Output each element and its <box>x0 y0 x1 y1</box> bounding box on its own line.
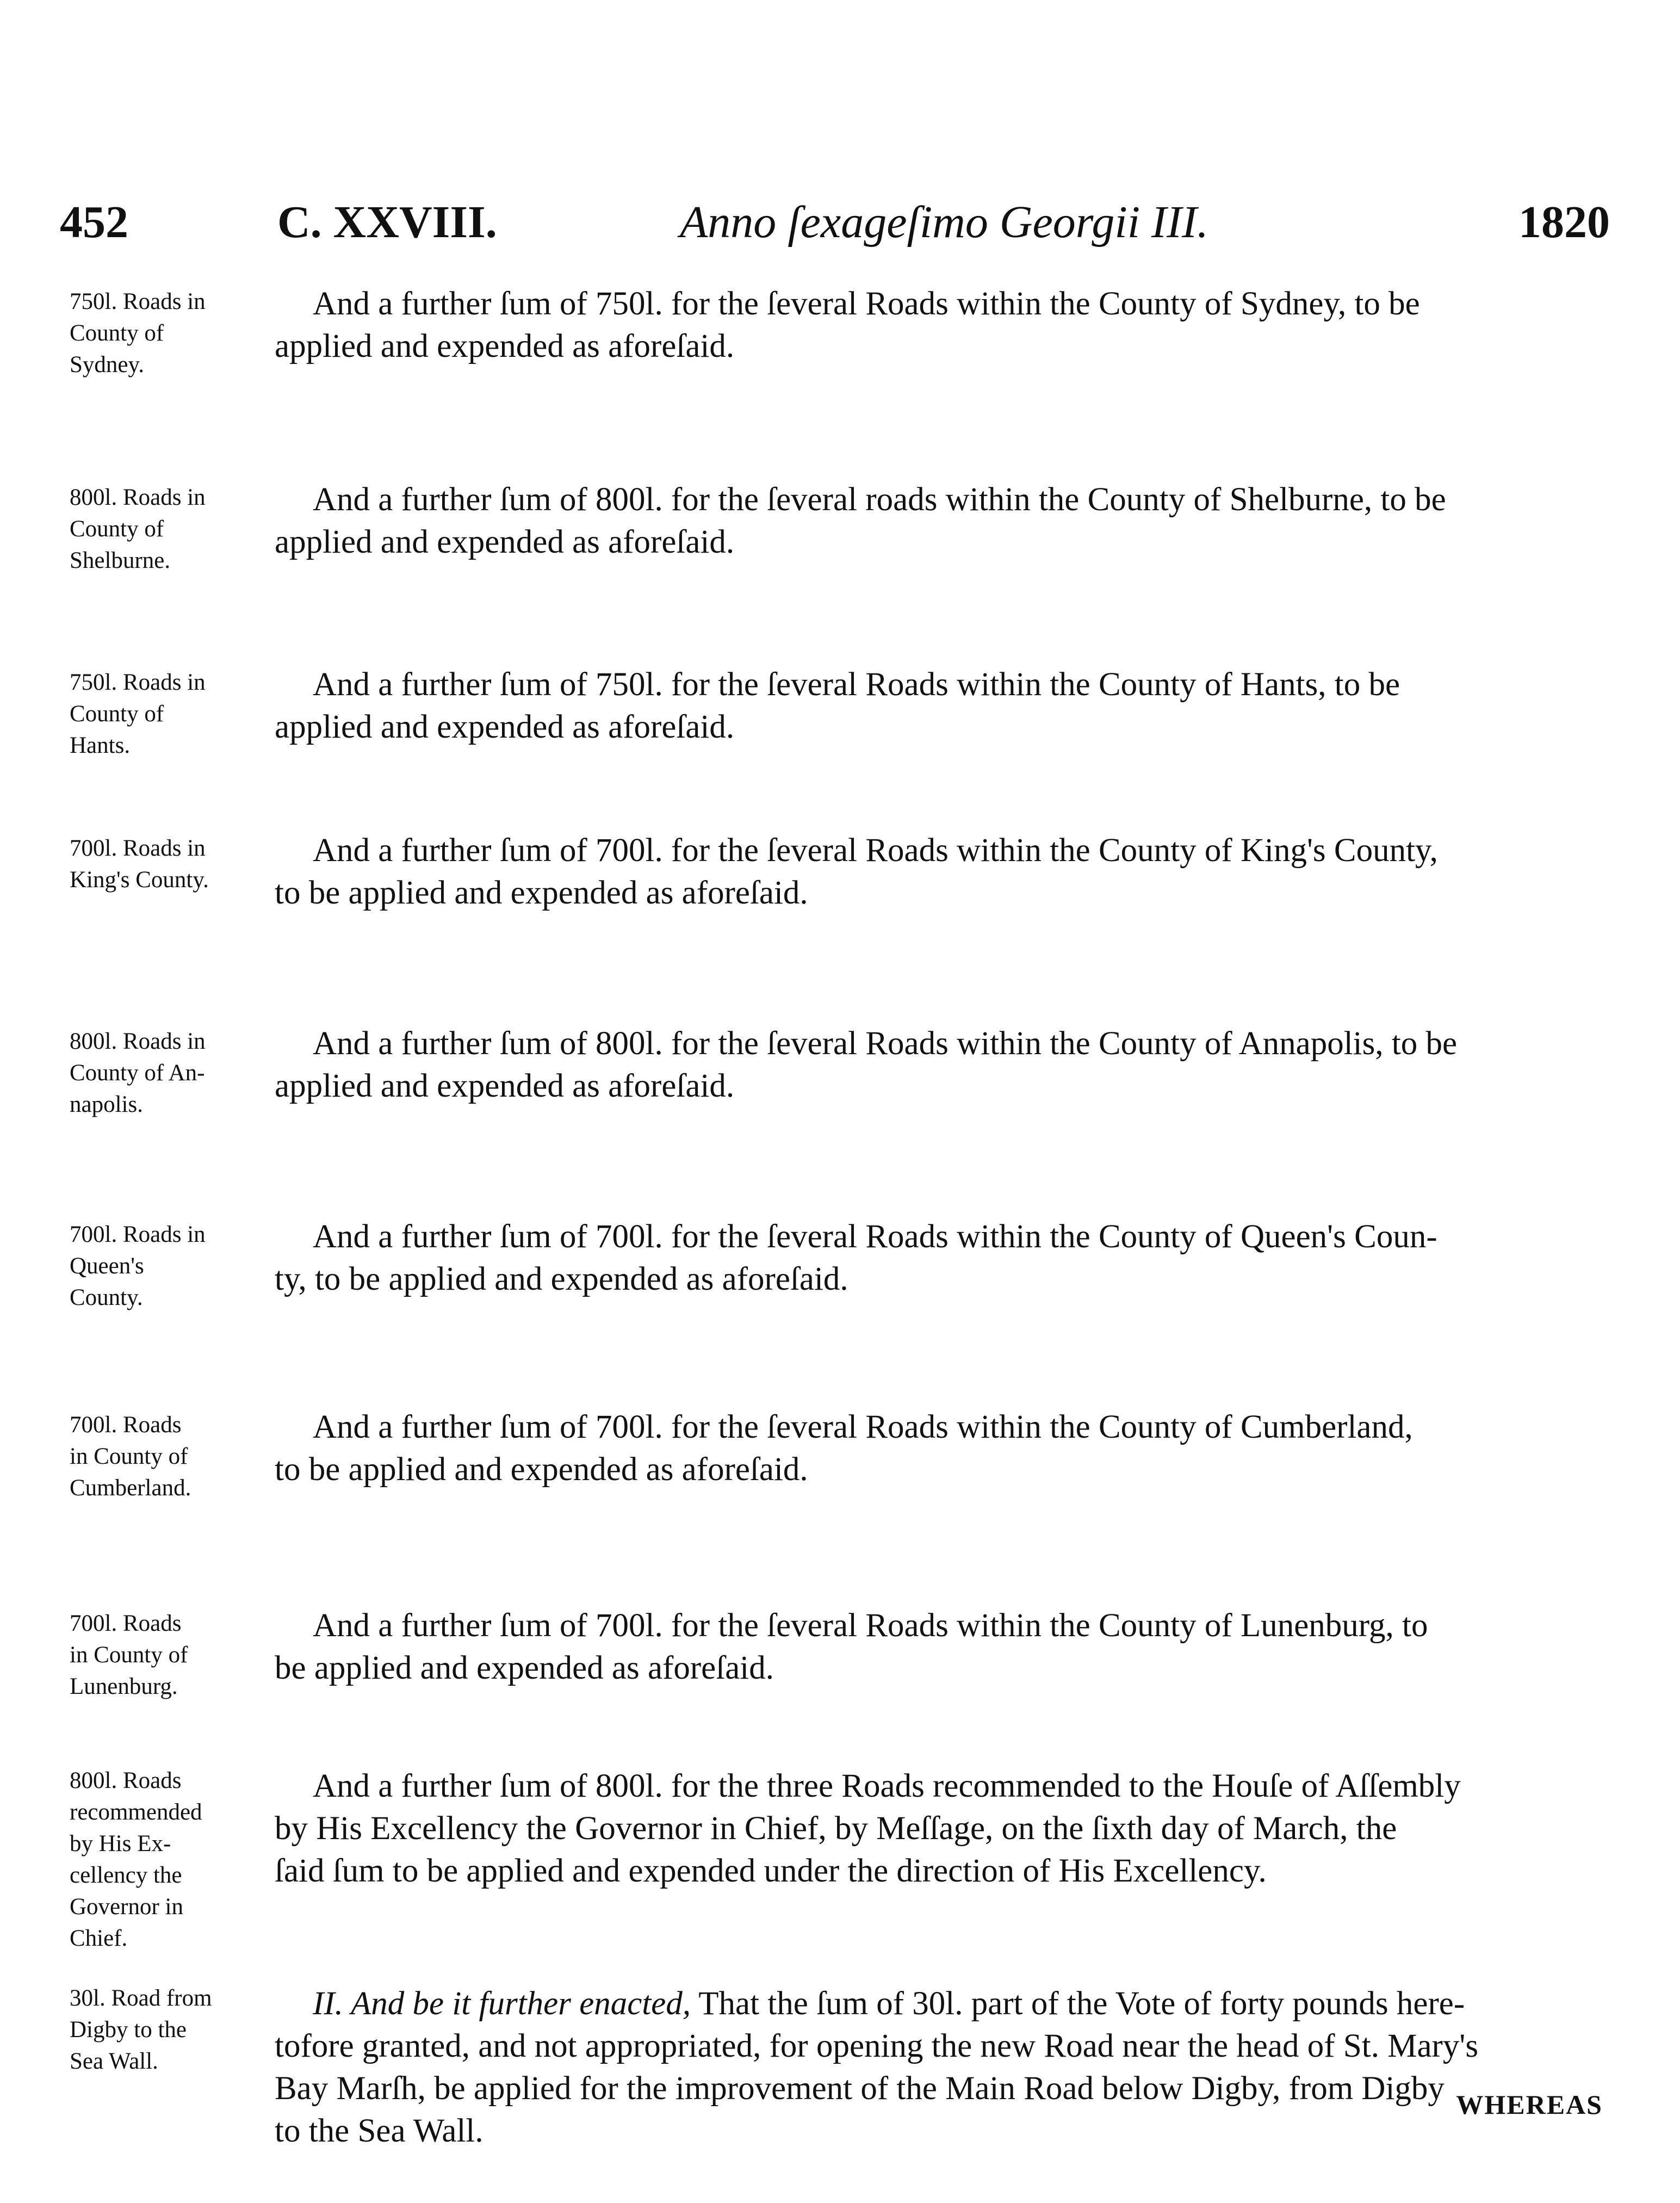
paragraph: And a further ſum of 700l. for the ſeveral Roads within the County of King's County, to be applied and expended as aforeſaid. <box>275 832 1438 911</box>
margin-note: 800l. Roads in County of An- napolis. <box>70 1029 206 1117</box>
paragraph: And a further ſum of 800l. for the ſeveral roads within the County of Shelburne, to be applied and expended as aforeſaid. <box>275 481 1446 560</box>
margin-note: 800l. Roads in County of Shelburne. <box>70 485 206 573</box>
paragraph: And a further ſum of 750l. for the ſeveral Roads within the County of Sydney, to be applied and expended as aforeſaid. <box>275 286 1420 364</box>
paragraph <box>275 1983 1602 2152</box>
paragraph: And a further ſum of 700l. for the ſeveral Roads within the County of Cumberland, to be applied and expended as aforeſaid. <box>275 1409 1413 1488</box>
margin-note: 750l. Roads in County of Sydney. <box>70 289 206 378</box>
margin-note: 700l. Roads in Queen's County. <box>70 1222 206 1310</box>
margin-note: 800l. Roads recommended by His Ex- cellency the Governor in Chief. <box>70 1768 202 1951</box>
margin-note: 700l. Roads in County of Lunenburg. <box>70 1611 188 1699</box>
margin-note: 700l. Roads in King's County. <box>70 836 209 893</box>
running-header <box>60 196 1610 267</box>
paragraph: And a further ſum of 750l. for the ſeveral Roads within the County of Hants, to be applied and expended as aforeſaid. <box>275 666 1400 745</box>
margin-note: 750l. Roads in County of Hants. <box>70 670 206 758</box>
paragraph-body: That the ſum of 30l. part of the Vote of forty pounds here- tofore granted, and not appropriated, for opening the new Road near the head of St. Mary's Bay Marſh, be applied for the improvement of the Main Road below Digby, from Digby to the Sea Wall. <box>275 1985 1479 2149</box>
chapter-number: C. XXVIII. <box>277 197 497 247</box>
margin-note: 700l. Roads in County of Cumberland. <box>70 1412 191 1501</box>
paragraph: And a further ſum of 800l. for the three Roads recommended to the Houſe of Aſſembly by His Excellency the Governor in Chief, by Meſſage, on the ſixth day of March, the ſaid ſum to be applied and expended under the direction of His Excellency. <box>275 1768 1461 1889</box>
year: 1820 <box>1518 197 1610 247</box>
catchword: WHEREAS <box>1456 2089 1603 2120</box>
paragraph: And a further ſum of 700l. for the ſeveral Roads within the County of Lunenburg, to be applied and expended as aforeſaid. <box>275 1607 1428 1686</box>
enacting-clause: II. And be it further enacted, <box>313 1985 691 2022</box>
page-number: 452 <box>60 197 128 247</box>
paragraph: And a further ſum of 700l. for the ſeveral Roads within the County of Queen's Coun- ty, to be applied and expended as aforeſaid. <box>275 1218 1437 1297</box>
margin-note: 30l. Road from Digby to the Sea Wall. <box>70 1985 212 2074</box>
paragraph: And a further ſum of 800l. for the ſeveral Roads within the County of Annapolis, to be applied and expended as aforeſaid. <box>275 1025 1458 1104</box>
running-title: Anno ſexageſimo Georgii III. <box>680 197 1208 247</box>
